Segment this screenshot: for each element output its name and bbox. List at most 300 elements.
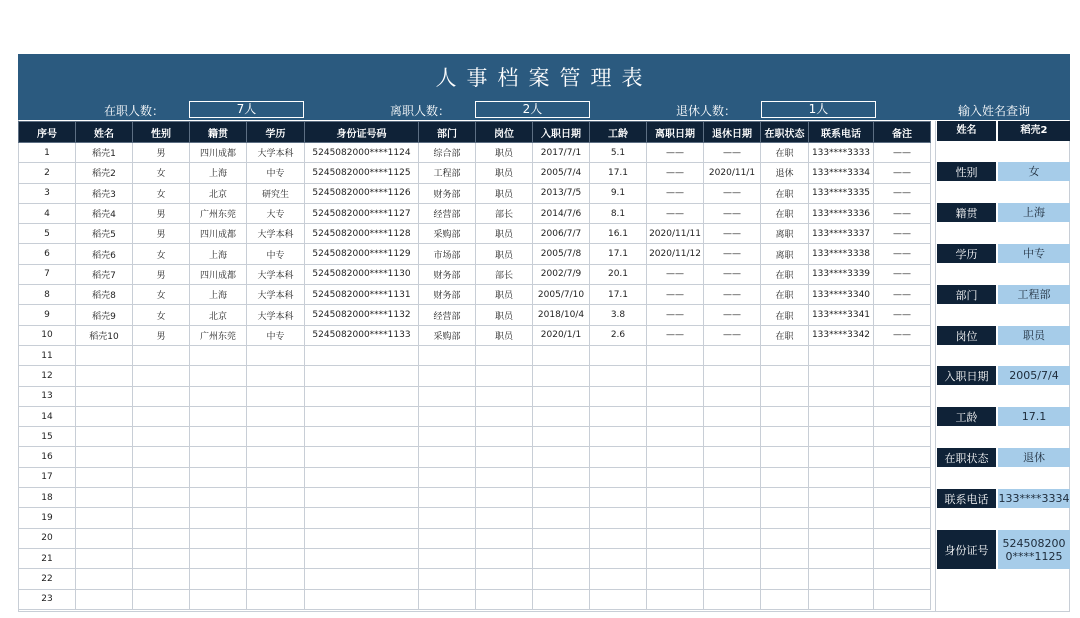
table-cell[interactable]	[704, 427, 761, 447]
table-cell[interactable]: 稻壳10	[76, 325, 133, 345]
table-cell[interactable]: 四川成都	[190, 224, 247, 244]
table-cell[interactable]	[247, 467, 305, 487]
table-cell[interactable]: 大学本科	[247, 224, 305, 244]
table-cell[interactable]	[647, 528, 704, 548]
table-cell[interactable]	[647, 366, 704, 386]
table-cell[interactable]: 广州东莞	[190, 325, 247, 345]
table-cell[interactable]: 5245082000****1126	[305, 183, 419, 203]
table-cell[interactable]: 中专	[247, 325, 305, 345]
table-cell[interactable]: 在职	[761, 305, 809, 325]
table-cell[interactable]	[761, 528, 809, 548]
table-cell[interactable]	[533, 589, 590, 609]
table-cell[interactable]	[704, 467, 761, 487]
table-cell[interactable]	[133, 427, 190, 447]
stat-value-resigned[interactable]: 2人	[475, 101, 590, 118]
col-header[interactable]: 部门	[419, 122, 476, 143]
table-cell[interactable]: 20.1	[590, 264, 647, 284]
table-cell[interactable]: 2	[19, 163, 76, 183]
table-cell[interactable]: ——	[647, 163, 704, 183]
table-cell[interactable]: 财务部	[419, 285, 476, 305]
table-cell[interactable]: ——	[874, 244, 931, 264]
table-cell[interactable]	[133, 569, 190, 589]
table-cell[interactable]: 10	[19, 325, 76, 345]
table-cell[interactable]	[590, 569, 647, 589]
table-cell[interactable]	[704, 589, 761, 609]
table-cell[interactable]: 133****3339	[809, 264, 874, 284]
table-cell[interactable]	[590, 488, 647, 508]
table-cell[interactable]	[647, 569, 704, 589]
table-cell[interactable]: 1	[19, 143, 76, 163]
table-cell[interactable]: 四川成都	[190, 143, 247, 163]
table-cell[interactable]	[133, 386, 190, 406]
table-cell[interactable]: 11	[19, 345, 76, 365]
table-cell[interactable]: 2006/7/7	[533, 224, 590, 244]
table-cell[interactable]	[533, 467, 590, 487]
table-cell[interactable]	[761, 386, 809, 406]
table-cell[interactable]: 市场部	[419, 244, 476, 264]
table-cell[interactable]	[247, 345, 305, 365]
table-cell[interactable]: 22	[19, 569, 76, 589]
table-cell[interactable]	[533, 508, 590, 528]
table-cell[interactable]: 女	[133, 285, 190, 305]
table-cell[interactable]: ——	[647, 183, 704, 203]
table-cell[interactable]	[533, 569, 590, 589]
table-cell[interactable]: 北京	[190, 305, 247, 325]
table-cell[interactable]: 2020/11/11	[647, 224, 704, 244]
table-cell[interactable]	[76, 467, 133, 487]
table-cell[interactable]	[190, 488, 247, 508]
table-cell[interactable]: 16	[19, 447, 76, 467]
table-cell[interactable]	[247, 427, 305, 447]
table-cell[interactable]	[533, 548, 590, 568]
table-cell[interactable]	[419, 467, 476, 487]
table-cell[interactable]: 在职	[761, 143, 809, 163]
table-cell[interactable]: 稻壳6	[76, 244, 133, 264]
table-cell[interactable]	[247, 447, 305, 467]
table-cell[interactable]	[190, 548, 247, 568]
table-cell[interactable]	[704, 548, 761, 568]
table-cell[interactable]	[419, 548, 476, 568]
table-cell[interactable]: 133****3340	[809, 285, 874, 305]
table-cell[interactable]	[419, 447, 476, 467]
table-cell[interactable]	[533, 528, 590, 548]
table-cell[interactable]	[590, 467, 647, 487]
table-cell[interactable]	[419, 345, 476, 365]
table-cell[interactable]	[476, 427, 533, 447]
table-cell[interactable]	[419, 589, 476, 609]
table-cell[interactable]: ——	[647, 325, 704, 345]
table-cell[interactable]	[647, 447, 704, 467]
table-cell[interactable]: 133****3342	[809, 325, 874, 345]
col-header[interactable]: 岗位	[476, 122, 533, 143]
table-cell[interactable]	[874, 548, 931, 568]
table-cell[interactable]	[647, 427, 704, 447]
table-cell[interactable]: 2005/7/10	[533, 285, 590, 305]
table-cell[interactable]	[533, 345, 590, 365]
table-cell[interactable]	[476, 386, 533, 406]
table-cell[interactable]	[761, 345, 809, 365]
table-cell[interactable]: 2.6	[590, 325, 647, 345]
table-cell[interactable]: 稻壳9	[76, 305, 133, 325]
table-cell[interactable]: ——	[704, 203, 761, 223]
table-cell[interactable]: 23	[19, 589, 76, 609]
table-cell[interactable]	[476, 548, 533, 568]
table-cell[interactable]: 17.1	[590, 285, 647, 305]
table-cell[interactable]: ——	[647, 143, 704, 163]
table-cell[interactable]: 稻壳7	[76, 264, 133, 284]
table-cell[interactable]: 四川成都	[190, 264, 247, 284]
table-cell[interactable]: 8	[19, 285, 76, 305]
col-header[interactable]: 序号	[19, 122, 76, 143]
table-cell[interactable]	[305, 589, 419, 609]
table-cell[interactable]	[761, 427, 809, 447]
col-header[interactable]: 备注	[874, 122, 931, 143]
table-cell[interactable]: ——	[874, 224, 931, 244]
table-cell[interactable]	[704, 569, 761, 589]
table-cell[interactable]	[476, 569, 533, 589]
table-cell[interactable]	[874, 406, 931, 426]
table-cell[interactable]	[305, 467, 419, 487]
table-cell[interactable]	[874, 467, 931, 487]
table-cell[interactable]: 男	[133, 264, 190, 284]
table-cell[interactable]	[874, 589, 931, 609]
table-cell[interactable]	[190, 386, 247, 406]
table-cell[interactable]: 2017/7/1	[533, 143, 590, 163]
table-cell[interactable]: 14	[19, 406, 76, 426]
table-cell[interactable]: ——	[874, 143, 931, 163]
table-cell[interactable]	[76, 447, 133, 467]
table-cell[interactable]: 采购部	[419, 325, 476, 345]
table-cell[interactable]	[647, 386, 704, 406]
table-cell[interactable]: 离职	[761, 244, 809, 264]
table-cell[interactable]	[305, 386, 419, 406]
table-cell[interactable]	[533, 406, 590, 426]
table-cell[interactable]	[476, 528, 533, 548]
table-cell[interactable]	[704, 406, 761, 426]
table-cell[interactable]: 研究生	[247, 183, 305, 203]
table-cell[interactable]	[809, 406, 874, 426]
table-cell[interactable]: 经营部	[419, 305, 476, 325]
table-cell[interactable]	[247, 508, 305, 528]
table-cell[interactable]	[419, 406, 476, 426]
table-cell[interactable]: ——	[704, 305, 761, 325]
col-header[interactable]: 退休日期	[704, 122, 761, 143]
table-cell[interactable]: 5245082000****1129	[305, 244, 419, 264]
table-cell[interactable]	[247, 589, 305, 609]
table-cell[interactable]	[590, 345, 647, 365]
table-cell[interactable]	[133, 447, 190, 467]
table-cell[interactable]: 5245082000****1133	[305, 325, 419, 345]
table-cell[interactable]	[476, 589, 533, 609]
table-cell[interactable]	[76, 366, 133, 386]
col-header[interactable]: 入职日期	[533, 122, 590, 143]
table-cell[interactable]: 12	[19, 366, 76, 386]
table-cell[interactable]	[133, 528, 190, 548]
table-cell[interactable]: 2018/10/4	[533, 305, 590, 325]
table-cell[interactable]	[476, 366, 533, 386]
table-cell[interactable]: 稻壳5	[76, 224, 133, 244]
table-cell[interactable]: 2002/7/9	[533, 264, 590, 284]
table-cell[interactable]: 女	[133, 183, 190, 203]
table-cell[interactable]: 职员	[476, 183, 533, 203]
table-cell[interactable]: 2020/1/1	[533, 325, 590, 345]
table-cell[interactable]	[190, 345, 247, 365]
table-cell[interactable]	[305, 345, 419, 365]
table-cell[interactable]	[476, 406, 533, 426]
table-cell[interactable]: 5245082000****1131	[305, 285, 419, 305]
table-cell[interactable]	[133, 467, 190, 487]
table-cell[interactable]: 职员	[476, 325, 533, 345]
table-cell[interactable]: 9.1	[590, 183, 647, 203]
table-cell[interactable]	[533, 386, 590, 406]
table-cell[interactable]: 20	[19, 528, 76, 548]
table-cell[interactable]: 稻壳4	[76, 203, 133, 223]
table-cell[interactable]	[476, 447, 533, 467]
stat-value-active[interactable]: 7人	[189, 101, 304, 118]
table-cell[interactable]: 稻壳1	[76, 143, 133, 163]
table-cell[interactable]	[809, 508, 874, 528]
col-header[interactable]: 姓名	[76, 122, 133, 143]
table-cell[interactable]	[419, 488, 476, 508]
table-cell[interactable]: 在职	[761, 285, 809, 305]
table-cell[interactable]	[647, 488, 704, 508]
table-cell[interactable]	[533, 366, 590, 386]
col-header[interactable]: 籍贯	[190, 122, 247, 143]
table-cell[interactable]: ——	[704, 224, 761, 244]
table-cell[interactable]	[809, 366, 874, 386]
table-cell[interactable]	[76, 488, 133, 508]
table-cell[interactable]	[133, 345, 190, 365]
table-cell[interactable]: ——	[874, 285, 931, 305]
table-cell[interactable]	[305, 406, 419, 426]
table-cell[interactable]: 2020/11/12	[647, 244, 704, 264]
table-cell[interactable]: 5245082000****1132	[305, 305, 419, 325]
table-cell[interactable]	[133, 548, 190, 568]
table-cell[interactable]	[305, 488, 419, 508]
table-cell[interactable]	[761, 406, 809, 426]
table-cell[interactable]: 职员	[476, 244, 533, 264]
table-cell[interactable]: 2014/7/6	[533, 203, 590, 223]
table-cell[interactable]	[647, 467, 704, 487]
table-cell[interactable]	[133, 366, 190, 386]
table-cell[interactable]: 职员	[476, 305, 533, 325]
table-cell[interactable]: 采购部	[419, 224, 476, 244]
table-cell[interactable]	[190, 427, 247, 447]
table-cell[interactable]	[305, 528, 419, 548]
table-cell[interactable]	[647, 345, 704, 365]
table-cell[interactable]	[590, 589, 647, 609]
table-cell[interactable]: 16.1	[590, 224, 647, 244]
table-cell[interactable]	[190, 589, 247, 609]
table-cell[interactable]	[809, 488, 874, 508]
table-cell[interactable]	[590, 386, 647, 406]
table-cell[interactable]: ——	[704, 264, 761, 284]
table-cell[interactable]: 5245082000****1128	[305, 224, 419, 244]
table-cell[interactable]: 职员	[476, 143, 533, 163]
table-cell[interactable]	[874, 386, 931, 406]
table-cell[interactable]	[76, 345, 133, 365]
table-cell[interactable]	[809, 589, 874, 609]
table-cell[interactable]	[874, 447, 931, 467]
table-cell[interactable]: 广州东莞	[190, 203, 247, 223]
table-cell[interactable]: 133****3338	[809, 244, 874, 264]
table-cell[interactable]	[647, 508, 704, 528]
table-cell[interactable]: 5245082000****1124	[305, 143, 419, 163]
table-cell[interactable]: 男	[133, 203, 190, 223]
table-cell[interactable]: 7	[19, 264, 76, 284]
table-cell[interactable]	[247, 548, 305, 568]
table-cell[interactable]: 133****3337	[809, 224, 874, 244]
table-cell[interactable]	[809, 386, 874, 406]
col-header[interactable]: 性别	[133, 122, 190, 143]
table-cell[interactable]: 工程部	[419, 163, 476, 183]
table-cell[interactable]: 稻壳8	[76, 285, 133, 305]
table-cell[interactable]	[590, 427, 647, 447]
table-cell[interactable]: 职员	[476, 163, 533, 183]
table-cell[interactable]	[704, 488, 761, 508]
table-cell[interactable]: ——	[874, 325, 931, 345]
table-cell[interactable]	[76, 406, 133, 426]
table-cell[interactable]	[761, 467, 809, 487]
table-cell[interactable]: 9	[19, 305, 76, 325]
table-cell[interactable]: 部长	[476, 203, 533, 223]
col-header[interactable]: 离职日期	[647, 122, 704, 143]
table-cell[interactable]: 5245082000****1130	[305, 264, 419, 284]
table-cell[interactable]	[704, 508, 761, 528]
table-cell[interactable]	[761, 508, 809, 528]
table-cell[interactable]	[190, 569, 247, 589]
table-cell[interactable]: 133****3336	[809, 203, 874, 223]
table-cell[interactable]: ——	[647, 203, 704, 223]
table-cell[interactable]: 在职	[761, 325, 809, 345]
table-cell[interactable]: ——	[874, 264, 931, 284]
table-cell[interactable]	[76, 589, 133, 609]
table-cell[interactable]	[874, 366, 931, 386]
table-cell[interactable]: 退休	[761, 163, 809, 183]
table-cell[interactable]	[761, 548, 809, 568]
table-cell[interactable]	[704, 386, 761, 406]
table-cell[interactable]	[190, 528, 247, 548]
table-cell[interactable]	[809, 569, 874, 589]
table-cell[interactable]: ——	[874, 305, 931, 325]
col-header[interactable]: 工龄	[590, 122, 647, 143]
table-cell[interactable]: 19	[19, 508, 76, 528]
table-cell[interactable]	[419, 528, 476, 548]
table-cell[interactable]	[590, 366, 647, 386]
col-header[interactable]: 在职状态	[761, 122, 809, 143]
table-cell[interactable]	[476, 508, 533, 528]
table-cell[interactable]	[76, 427, 133, 447]
col-header[interactable]: 联系电话	[809, 122, 874, 143]
table-cell[interactable]: ——	[704, 325, 761, 345]
table-cell[interactable]	[305, 569, 419, 589]
table-cell[interactable]: 女	[133, 305, 190, 325]
col-header[interactable]: 学历	[247, 122, 305, 143]
table-cell[interactable]	[76, 386, 133, 406]
table-cell[interactable]	[247, 528, 305, 548]
table-cell[interactable]: 17.1	[590, 244, 647, 264]
table-cell[interactable]: 中专	[247, 163, 305, 183]
table-cell[interactable]: 3.8	[590, 305, 647, 325]
table-cell[interactable]: 稻壳2	[76, 163, 133, 183]
table-cell[interactable]	[533, 488, 590, 508]
table-cell[interactable]	[76, 508, 133, 528]
table-cell[interactable]: 经营部	[419, 203, 476, 223]
table-cell[interactable]	[647, 589, 704, 609]
table-cell[interactable]: 2020/11/1	[704, 163, 761, 183]
table-cell[interactable]	[704, 366, 761, 386]
table-cell[interactable]	[590, 548, 647, 568]
table-cell[interactable]	[704, 528, 761, 548]
table-cell[interactable]: 财务部	[419, 183, 476, 203]
table-cell[interactable]	[76, 528, 133, 548]
table-cell[interactable]	[761, 366, 809, 386]
table-cell[interactable]: ——	[704, 143, 761, 163]
table-cell[interactable]	[305, 366, 419, 386]
table-cell[interactable]: ——	[704, 244, 761, 264]
table-cell[interactable]	[809, 427, 874, 447]
table-cell[interactable]	[133, 589, 190, 609]
table-cell[interactable]: 2013/7/5	[533, 183, 590, 203]
table-cell[interactable]	[419, 386, 476, 406]
table-cell[interactable]	[533, 447, 590, 467]
table-cell[interactable]: ——	[704, 285, 761, 305]
table-cell[interactable]: 大学本科	[247, 305, 305, 325]
table-cell[interactable]	[247, 569, 305, 589]
table-cell[interactable]	[704, 345, 761, 365]
table-cell[interactable]	[190, 467, 247, 487]
table-cell[interactable]	[590, 528, 647, 548]
table-cell[interactable]	[590, 406, 647, 426]
table-cell[interactable]: 离职	[761, 224, 809, 244]
table-cell[interactable]: 上海	[190, 285, 247, 305]
table-cell[interactable]: 上海	[190, 163, 247, 183]
table-cell[interactable]	[190, 447, 247, 467]
table-cell[interactable]	[190, 366, 247, 386]
table-cell[interactable]: 大学本科	[247, 285, 305, 305]
table-cell[interactable]	[761, 447, 809, 467]
table-cell[interactable]: 133****3334	[809, 163, 874, 183]
table-cell[interactable]	[305, 427, 419, 447]
table-cell[interactable]: 女	[133, 244, 190, 264]
table-cell[interactable]: 4	[19, 203, 76, 223]
table-cell[interactable]: 综合部	[419, 143, 476, 163]
table-cell[interactable]	[809, 345, 874, 365]
table-cell[interactable]: 在职	[761, 264, 809, 284]
table-cell[interactable]: 大专	[247, 203, 305, 223]
table-cell[interactable]	[419, 569, 476, 589]
table-cell[interactable]: 男	[133, 224, 190, 244]
table-cell[interactable]: 稻壳3	[76, 183, 133, 203]
table-cell[interactable]	[647, 548, 704, 568]
table-cell[interactable]	[247, 406, 305, 426]
table-cell[interactable]	[133, 508, 190, 528]
table-cell[interactable]: 职员	[476, 224, 533, 244]
table-cell[interactable]: 6	[19, 244, 76, 264]
table-cell[interactable]: 15	[19, 427, 76, 447]
table-cell[interactable]	[874, 345, 931, 365]
table-cell[interactable]	[761, 589, 809, 609]
table-cell[interactable]	[476, 488, 533, 508]
table-cell[interactable]	[247, 366, 305, 386]
table-cell[interactable]	[761, 569, 809, 589]
table-cell[interactable]: 北京	[190, 183, 247, 203]
table-cell[interactable]: 17	[19, 467, 76, 487]
table-cell[interactable]: 18	[19, 488, 76, 508]
table-cell[interactable]: 财务部	[419, 264, 476, 284]
table-cell[interactable]: 上海	[190, 244, 247, 264]
query-name-value[interactable]: 稻壳2	[998, 121, 1070, 141]
